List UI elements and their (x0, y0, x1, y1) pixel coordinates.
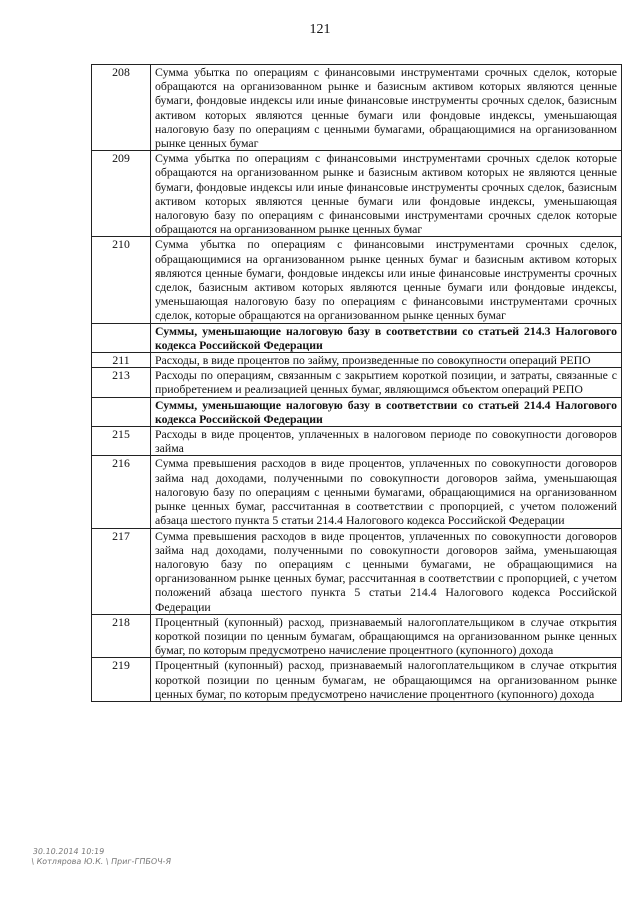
row-description: Расходы по операциям, связанным с закрытием короткой позиции, и затраты, связанные с приобретением и реализацией ценных бумаг, являющимся объектом операций РЕПО (151, 368, 622, 397)
row-code (92, 323, 151, 352)
table-row (92, 456, 622, 528)
row-description: Расходы, в виде процентов по займу, произведенные по совокупности операций РЕПО (151, 353, 622, 368)
row-code: 218 (92, 614, 151, 658)
row-code (92, 397, 151, 426)
table-row (92, 368, 622, 397)
row-description: Сумма превышения расходов в виде процентов, уплаченных по совокупности договоров займа над доходами, полученными по совокупности договоров займа, уменьшающая налоговую базу по операциям с ценными бумагами, обращающимися на организованном рынке ценных бумаг, рассчитанная в соответствии с пропорцией, с учетом положений абзаца шестого пункта 5 статьи 214.4 Налогового кодекса Российской Федерации (151, 456, 622, 528)
section-title: Суммы, уменьшающие налоговую базу в соответствии со статьей 214.3 Налогового кодекса Российской Федерации (151, 323, 622, 352)
table-row (92, 614, 622, 658)
row-description: Сумма убытка по операциям с финансовыми инструментами срочных сделок, обращающимися на организованном рынке ценных бумаг и базисным активом которых являются ценные бумаги, фондовые индексы или иные финансовые инструменты срочных сделок, базисным активом которых являются ценные бумаги или фондовые индексы, уменьшающая налоговую базу по операциям с финансовыми инструментами срочных сделок, которые обращаются на организованном рынке ценных бумаг (151, 237, 622, 323)
section-header-row (92, 323, 622, 352)
document-stamp (31, 847, 174, 867)
stamp-date: 30.10.2014 10:19 (32, 847, 105, 856)
row-description: Процентный (купонный) расход, признаваемый налогоплательщиком в случае открытия короткой позиции по ценным бумагам, не обращающимся на организованном рынке ценных бумаг, по которым предусмотрено начисление процентного (купонного) дохода (151, 658, 622, 702)
row-description: Сумма убытка по операциям с финансовыми инструментами срочных сделок которые обращаются на организованном рынке и базисным активом которых не являются ценные бумаги, фондовые индексы или иные финансовые инструменты срочных сделок, базисным активом которых являются ценные бумаги или фондовые индексы, уменьшающая налоговую базу по операциям с финансовыми инструментами срочных сделок которые обращаются на организованном рынке ценных бумаг (151, 151, 622, 237)
section-title: Суммы, уменьшающие налоговую базу в соответствии со статьей 214.4 Налогового кодекса Российской Федерации (151, 397, 622, 426)
row-code: 213 (92, 368, 151, 397)
row-code: 219 (92, 658, 151, 702)
row-code: 211 (92, 353, 151, 368)
table-row (92, 427, 622, 456)
row-code: 210 (92, 237, 151, 323)
stamp-author: \ Котлярова Ю.К. \ Приг-ГПБОЧ-Я (30, 857, 172, 866)
table-row (92, 353, 622, 368)
table-row (92, 658, 622, 702)
row-code: 217 (92, 528, 151, 614)
income-codes-table (91, 64, 622, 702)
row-code: 216 (92, 456, 151, 528)
table-row (92, 65, 622, 151)
row-code: 208 (92, 65, 151, 151)
section-header-row (92, 397, 622, 426)
row-code: 209 (92, 151, 151, 237)
row-description: Процентный (купонный) расход, признаваемый налогоплательщиком в случае открытия короткой позиции по ценным бумагам, обращающимся на организованном рынке ценных бумаг, по которым предусмотрено начисление процентного (купонного) дохода (151, 614, 622, 658)
row-code: 215 (92, 427, 151, 456)
page-number: 121 (309, 22, 331, 37)
table-body (92, 65, 622, 702)
row-description: Расходы в виде процентов, уплаченных в налоговом периоде по совокупности договоров займа (151, 427, 622, 456)
row-description: Сумма убытка по операциям с финансовыми инструментами срочных сделок, которые обращаются на организованном рынке и базисным активом которых являются ценные бумаги, фондовые индексы или иные финансовые инструменты срочных сделок, базисным активом которых являются ценные бумаги или фондовые индексы, уменьшающая налоговую базу по операциям с ценными бумагами, обращающимися на организованном рынке ценных бумаг (151, 65, 622, 151)
table-row (92, 237, 622, 323)
table-row (92, 528, 622, 614)
row-description: Сумма превышения расходов в виде процентов, уплаченных по совокупности договоров займа над доходами, полученными по совокупности договоров займа, уменьшающая налоговую базу по операциям с ценными бумагами, не обращающимися на организованном рынке ценных бумаг, рассчитанная в соответствии с пропорцией, с учетом положений абзаца шестого пункта 5 статьи 214.4 Налогового кодекса Российской Федерации (151, 528, 622, 614)
table-row (92, 151, 622, 237)
